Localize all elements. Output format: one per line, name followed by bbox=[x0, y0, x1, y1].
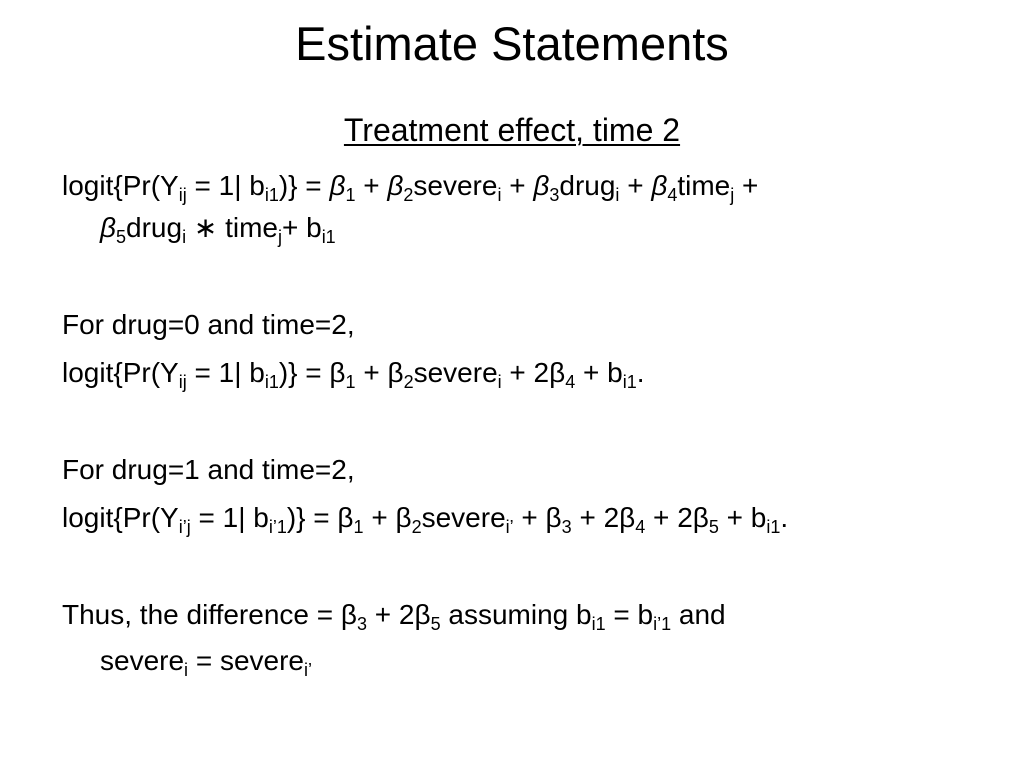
text-segment: severe bbox=[413, 170, 498, 201]
text-segment: )} = bbox=[278, 170, 330, 201]
text-segment: severe bbox=[413, 357, 498, 388]
beta-symbol: β bbox=[100, 212, 116, 243]
subscript: i bbox=[184, 660, 189, 680]
subscript: i’1 bbox=[268, 517, 287, 537]
subscript: j bbox=[277, 227, 282, 247]
text-segment: )} = β bbox=[286, 502, 354, 533]
case2-label: For drug=1 and time=2, bbox=[62, 454, 355, 485]
text-segment: + b bbox=[718, 502, 767, 533]
subscript: i bbox=[497, 372, 502, 392]
text-segment: time bbox=[677, 170, 731, 201]
text-segment: severe bbox=[421, 502, 506, 533]
text-segment: logit{Pr(Y bbox=[62, 357, 179, 388]
text-segment: ∗ time bbox=[186, 212, 278, 243]
text-segment: + 2β bbox=[367, 599, 431, 630]
case2-equation bbox=[62, 500, 788, 536]
text-segment: + 2β bbox=[645, 502, 709, 533]
case1-label: For drug=0 and time=2, bbox=[62, 309, 355, 340]
subscript: 1 bbox=[353, 517, 364, 537]
text-segment: = 1| b bbox=[190, 502, 269, 533]
subscript: i’j bbox=[178, 517, 191, 537]
subscript: i1 bbox=[591, 614, 606, 634]
subscript: 5 bbox=[708, 517, 719, 537]
subscript: i1 bbox=[321, 227, 336, 247]
text-segment: + bbox=[355, 170, 388, 201]
subscript: 3 bbox=[561, 517, 572, 537]
text-segment: = b bbox=[605, 599, 654, 630]
subscript: i bbox=[497, 185, 502, 205]
slide-subtitle: Treatment effect, time 2 bbox=[343, 112, 681, 148]
text-segment: assuming b bbox=[440, 599, 592, 630]
subscript: 5 bbox=[116, 227, 127, 247]
text-segment: + bbox=[501, 170, 534, 201]
text-segment: logit{Pr(Y bbox=[62, 170, 179, 201]
text-segment: + β bbox=[355, 357, 404, 388]
text-segment: Thus, the difference = β bbox=[62, 599, 357, 630]
text-segment: + b bbox=[575, 357, 623, 388]
subscript: i’ bbox=[304, 660, 312, 680]
subscript: i1 bbox=[264, 372, 279, 392]
subscript: 3 bbox=[549, 185, 560, 205]
beta-symbol: β bbox=[651, 170, 668, 201]
conclusion-line-2 bbox=[100, 643, 312, 679]
subscript: 5 bbox=[430, 614, 441, 634]
model-equation-line-1 bbox=[62, 168, 758, 204]
text-segment: )} = β bbox=[278, 357, 346, 388]
text-segment: logit{Pr(Y bbox=[62, 502, 179, 533]
conclusion-line-1 bbox=[62, 597, 726, 633]
subscript: 3 bbox=[356, 614, 367, 634]
text-segment: = 1| b bbox=[186, 357, 265, 388]
beta-symbol: β bbox=[329, 170, 346, 201]
subscript: 4 bbox=[635, 517, 646, 537]
subscript: 1 bbox=[345, 185, 356, 205]
subscript: i bbox=[615, 185, 620, 205]
text-segment: severe bbox=[100, 645, 185, 676]
case1-equation bbox=[62, 355, 645, 391]
subscript: ij bbox=[178, 185, 187, 205]
text-segment: + 2β bbox=[501, 357, 566, 388]
text-segment: + 2β bbox=[571, 502, 636, 533]
beta-symbol: β bbox=[387, 170, 404, 201]
text-segment: and bbox=[671, 599, 726, 630]
text-segment: + β bbox=[513, 502, 562, 533]
slide-title: Estimate Statements bbox=[295, 17, 729, 70]
subscript: i1 bbox=[264, 185, 279, 205]
text-segment: = severe bbox=[188, 645, 304, 676]
text-segment: + bbox=[734, 170, 759, 201]
text-segment: drug bbox=[126, 212, 183, 243]
text-segment: + b bbox=[281, 212, 322, 243]
text-segment: + β bbox=[363, 502, 412, 533]
text-segment: + bbox=[619, 170, 652, 201]
text-segment: drug bbox=[559, 170, 616, 201]
subscript: i1 bbox=[766, 517, 781, 537]
subscript: 2 bbox=[403, 372, 414, 392]
subscript: i bbox=[182, 227, 187, 247]
subscript: 1 bbox=[345, 372, 356, 392]
subscript: 2 bbox=[411, 517, 422, 537]
text-segment: . bbox=[780, 502, 789, 533]
text-segment: . bbox=[636, 357, 645, 388]
text-segment: = 1| b bbox=[186, 170, 265, 201]
subscript: 4 bbox=[667, 185, 678, 205]
subscript: 4 bbox=[565, 372, 576, 392]
subscript: i’1 bbox=[653, 614, 672, 634]
subscript: i’ bbox=[505, 517, 514, 537]
model-equation-line-2 bbox=[100, 210, 336, 246]
subscript: 2 bbox=[403, 185, 414, 205]
subscript: ij bbox=[178, 372, 187, 392]
subscript: j bbox=[730, 185, 735, 205]
beta-symbol: β bbox=[533, 170, 550, 201]
subscript: i1 bbox=[622, 372, 637, 392]
